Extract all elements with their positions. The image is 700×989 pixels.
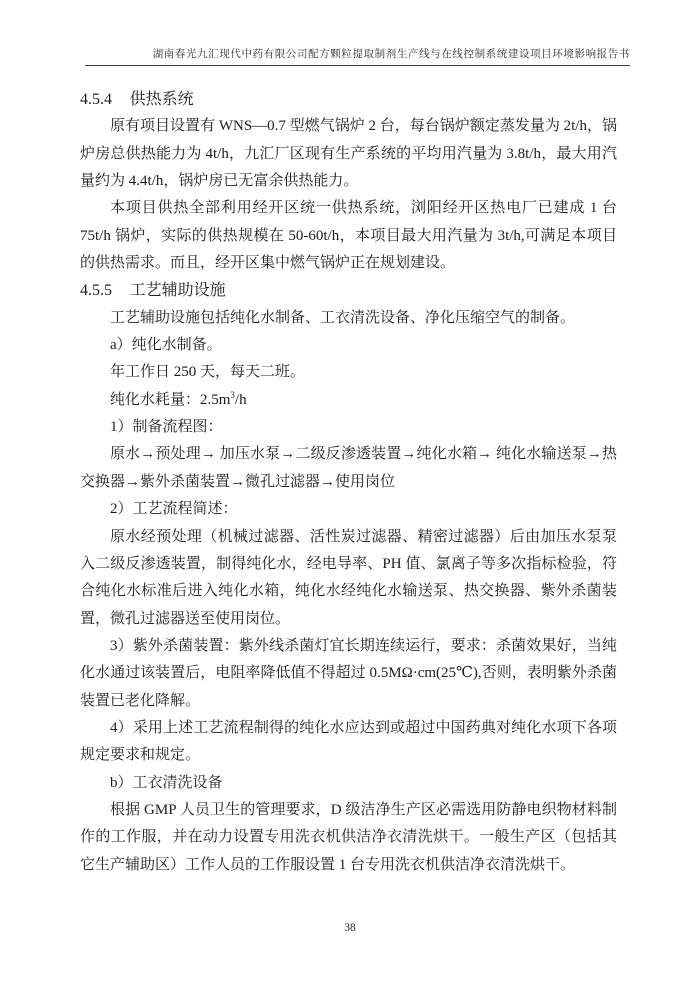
paragraph-process-flow-chain: 原水→预处理→ 加压水泵→二级反渗透装置→纯化水箱→ 纯化水输送泵→热交换器→紫外杀菌装置→微孔过滤器→使用岗位 xyxy=(80,446,617,490)
section-title: 供热系统 xyxy=(129,91,194,108)
section-number: 4.5.5 xyxy=(80,282,112,300)
paragraph-item-3-uv-sterilizer: 3）紫外杀菌装置：紫外线杀菌灯宜长期连续运行，要求：杀菌效果好，当纯化水通过该装置后，电阻率降低值不得超过 0.5MΩ·cm(25℃),否则，表明紫外杀菌装置已老化降解。 xyxy=(80,637,617,709)
paragraph-gmp-laundry: 根据 GMP 人员卫生的管理要求，D 级洁净生产区必需选用防静电织物材料制作的工作服，并在动力设置专用洗衣机供洁净衣清洗烘干。一般生产区（包括其它生产辅助区）工作人员的工作服设置 1 台专用洗衣机供洁净衣清洗烘干。 xyxy=(80,801,617,873)
page-header-title: 湖南春光九汇现代中药有限公司配方颗粒提取制剂生产线与在线控制系统建设项目环境影响报告书 xyxy=(85,46,630,66)
paragraph-item-b-laundry-equipment: b）工衣清洗设备 xyxy=(110,774,223,791)
section-heading-4-5-4 xyxy=(80,86,617,113)
paragraph-item-a-purified-water: a）纯化水制备。 xyxy=(110,337,222,354)
paragraph-working-days: 年工作日 250 天，每天二班。 xyxy=(110,364,306,381)
paragraph-auxiliary-overview: 工艺辅助设施包括纯化水制备、工衣清洗设备、净化压缩空气的制备。 xyxy=(110,309,576,326)
water-consumption-text: 纯化水耗量：2.5m xyxy=(110,391,231,408)
paragraph-boiler-capacity: 原有项目设置有 WNS—0.7 型燃气锅炉 2 台，每台锅炉额定蒸发量为 2t/h，锅炉房总供热能力为 4t/h，九汇厂区现有生产系统的平均用汽量为 3.8t/h，最大用汽量约为 4.4t/h，锅炉房已无富余供热能力。 xyxy=(80,118,617,190)
paragraph-item-4-pharmacopoeia: 4）采用上述工艺流程制得的纯化水应达到或超过中国药典对纯化水项下各项规定要求和规定。 xyxy=(80,719,617,764)
section-heading-4-5-5 xyxy=(80,277,617,304)
paragraph-item-2-process-description-label: 2）工艺流程简述： xyxy=(110,501,238,518)
paragraph-water-consumption xyxy=(80,387,617,414)
paragraph-process-description: 原水经预处理（机械过滤器、活性炭过滤器、精密过滤器）后由加压水泵泵入二级反渗透装置，制得纯化水，经电导率、PH 值、氯离子等多次指标检验，符合纯化水标准后进入纯化水箱，纯化水经纯化水输送泵、热交换器、紫外杀菌装置，微孔过滤器送至使用岗位。 xyxy=(80,528,617,627)
paragraph-item-1-flow-diagram-label: 1）制备流程图： xyxy=(110,419,223,436)
section-number: 4.5.4 xyxy=(80,91,112,108)
superscript-cubed: 3 xyxy=(230,389,235,400)
water-consumption-unit: /h xyxy=(234,391,247,408)
document-body xyxy=(80,86,617,879)
page-number: 38 xyxy=(344,922,356,934)
paragraph-heat-supply-plan: 本项目供热全部利用经开区统一供热系统，浏阳经开区热电厂已建成 1 台 75t/h 锅炉，实际的供热规模在 50-60t/h，本项目最大用汽量为 3t/h,可满足本项目的供热需求。而且，经开区集中燃气锅炉正在规划建设。 xyxy=(80,200,617,272)
section-title: 工艺辅助设施 xyxy=(129,282,226,300)
